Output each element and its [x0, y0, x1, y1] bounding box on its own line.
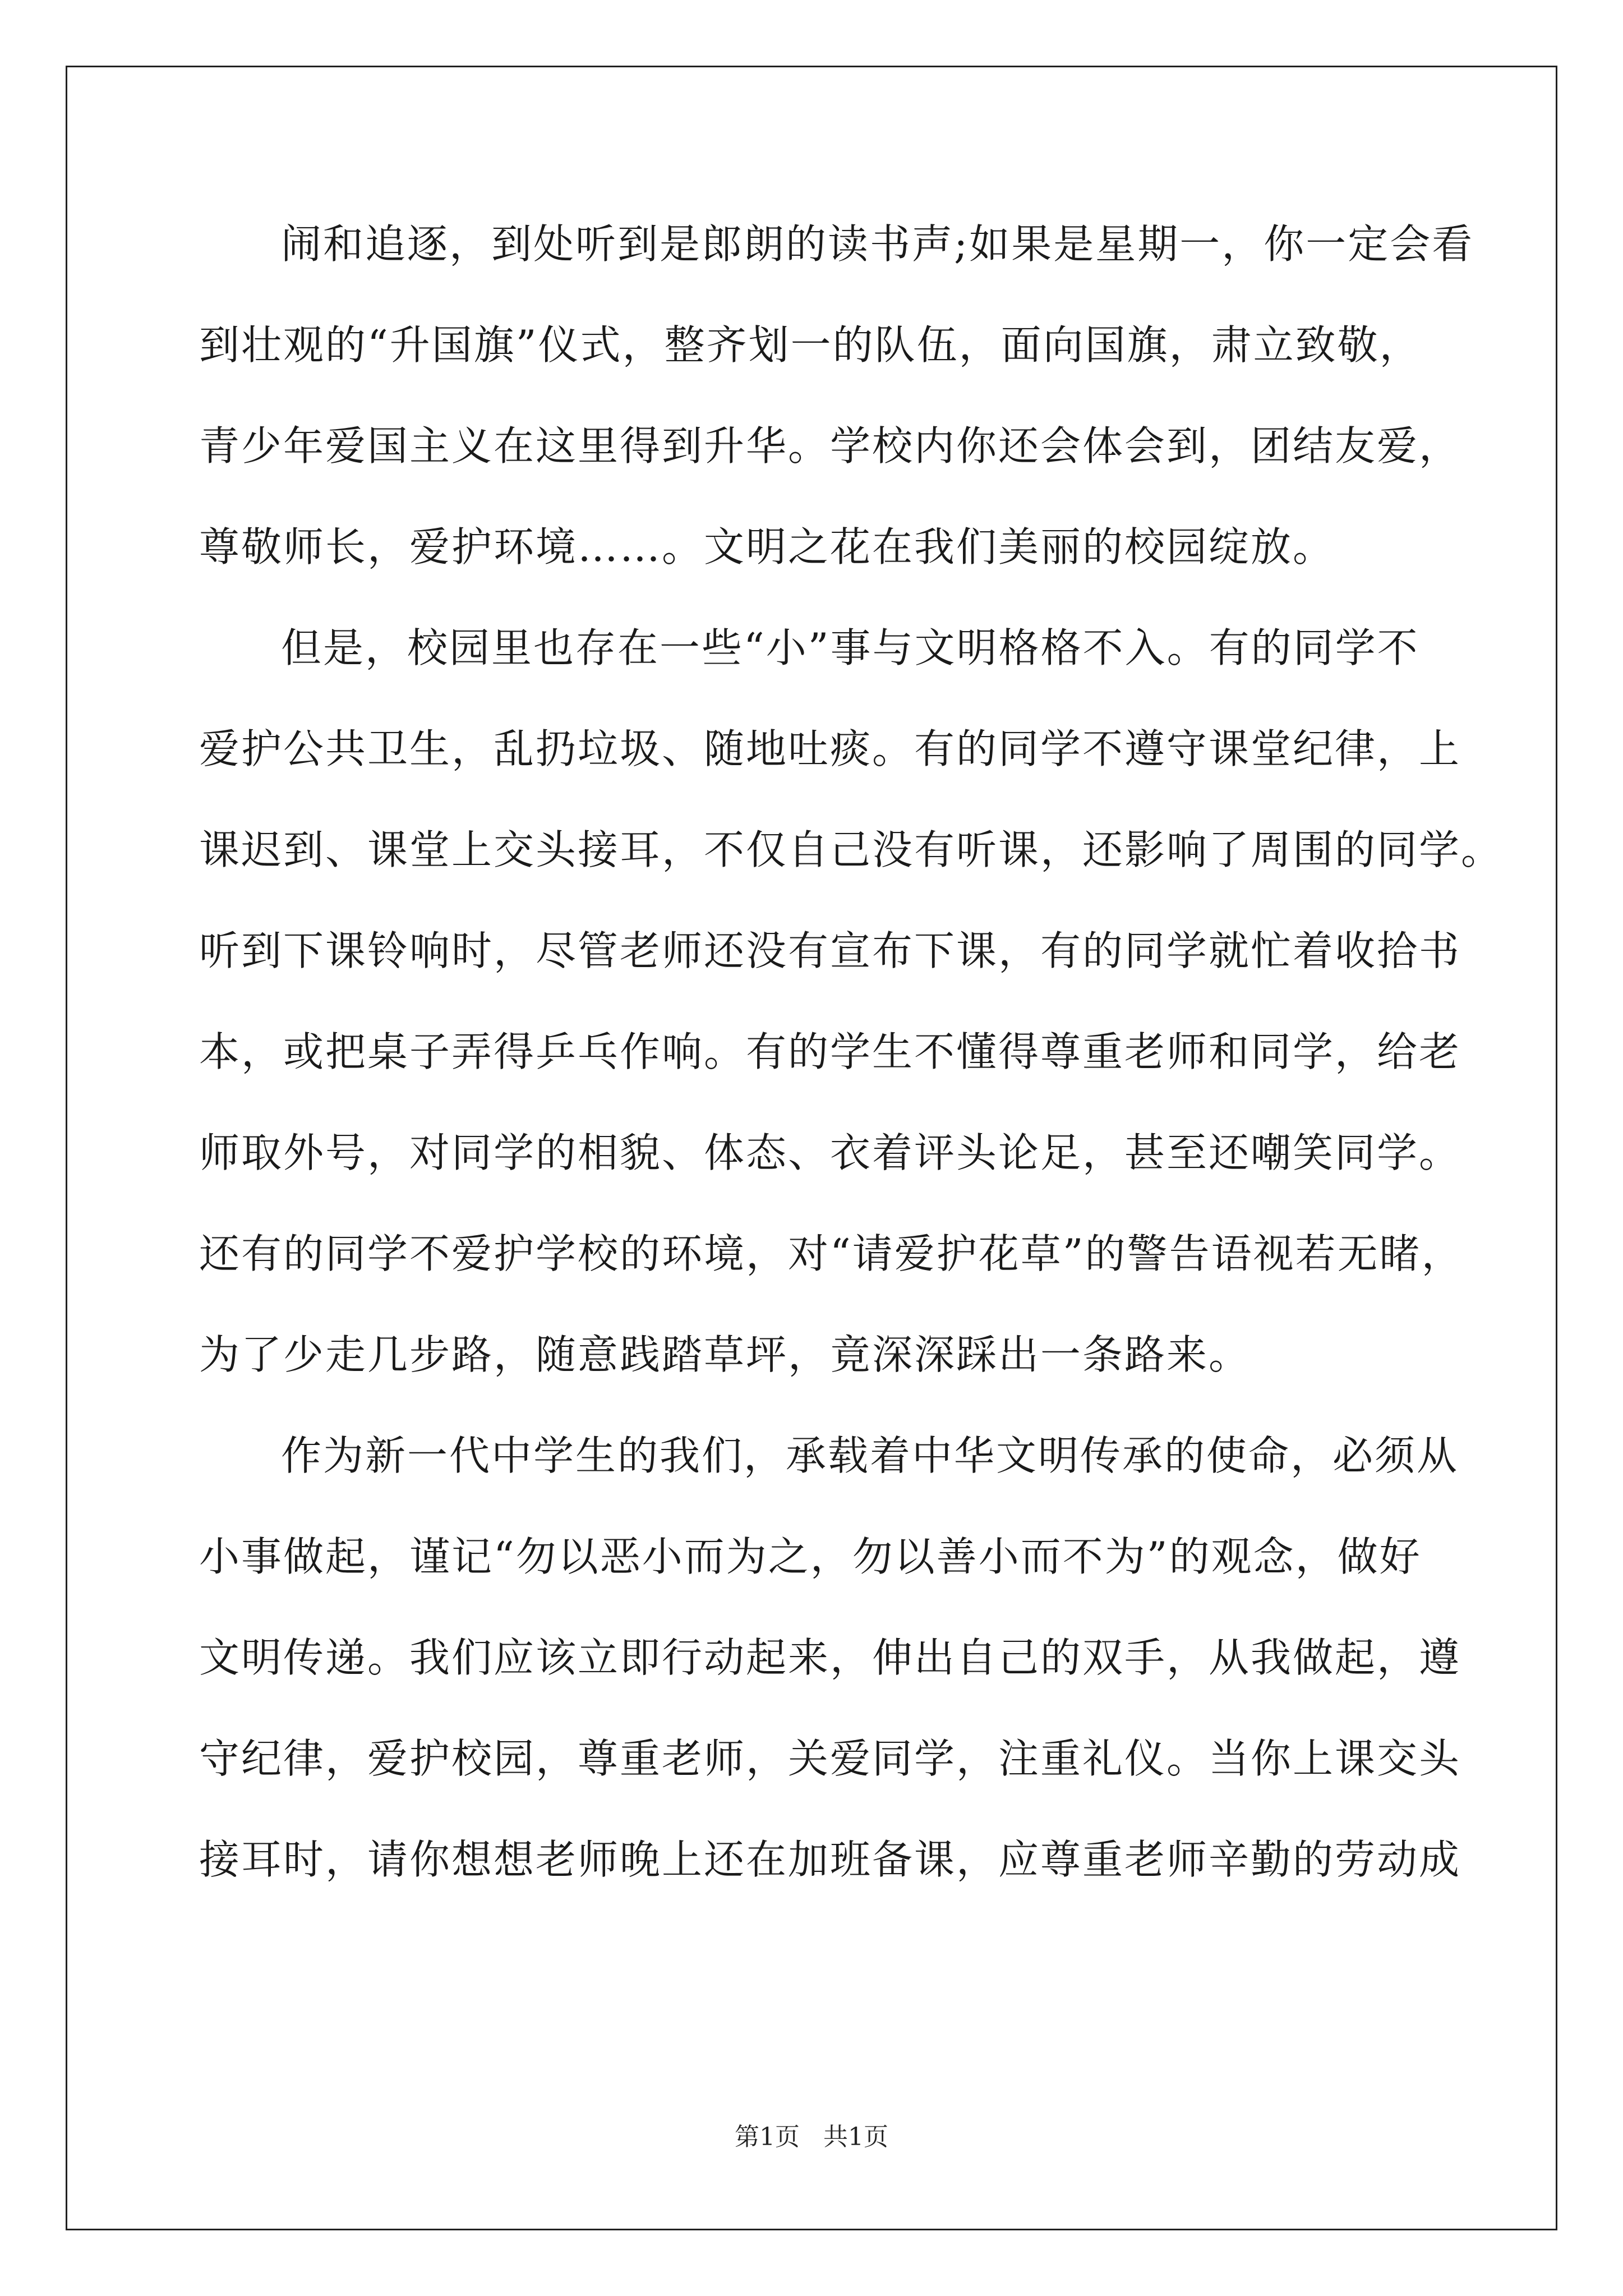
text-line: 守纪律，爱护校园，尊重老师，关爱同学，注重礼仪。当你上课交头	[199, 1735, 1461, 1782]
text-line: 为了少走几步路，随意践踏草坪，竟深深踩出一条路来。	[199, 1331, 1251, 1378]
text-line: 但是，校园里也存在一些“小”事与文明格格不入。有的同学不	[281, 624, 1419, 671]
text-line: 小事做起，谨记“勿以恶小而为之，勿以善小而不为”的观念，做好	[199, 1533, 1422, 1580]
page-total: 共1页	[823, 2123, 888, 2151]
text-line: 到壮观的“升国旗”仪式，整齐划一的队伍，面向国旗，肃立致敬，	[199, 321, 1422, 369]
page-number: 第1页	[735, 2123, 800, 2151]
text-line: 听到下课铃响时，尽管老师还没有宣布下课，有的同学就忙着收拾书	[199, 927, 1461, 974]
text-line: 接耳时，请你想想老师晚上还在加班备课，应尊重老师辛勤的劳动成	[199, 1836, 1461, 1883]
page-footer	[0, 2120, 1623, 2154]
text-line: 文明传递。我们应该立即行动起来，伸出自己的双手，从我做起，遵	[199, 1634, 1461, 1681]
text-line: 还有的同学不爱护学校的环境，对“请爱护花草”的警告语视若无睹，	[199, 1230, 1464, 1277]
text-line: 课迟到、课堂上交头接耳，不仅自己没有听课，还影响了周围的同学。	[199, 826, 1504, 873]
text-line: 师取外号，对同学的相貌、体态、衣着评头论足，甚至还嘲笑同学。	[199, 1129, 1461, 1176]
text-line: 爱护公共卫生，乱扔垃圾、随地吐痰。有的同学不遵守课堂纪律，上	[199, 725, 1461, 772]
text-line: 作为新一代中学生的我们，承载着中华文明传承的使命，必须从	[281, 1432, 1459, 1479]
document-body	[199, 210, 1504, 1927]
text-line: 闹和追逐，到处听到是郎朗的读书声;如果是星期一，你一定会看	[281, 220, 1474, 268]
text-line: 青少年爱国主义在这里得到升华。学校内你还会体会到，团结友爱，	[199, 422, 1461, 470]
text-line: 尊敬师长，爱护环境……。文明之花在我们美丽的校园绽放。	[199, 523, 1335, 570]
text-line: 本，或把桌子弄得乒乓作响。有的学生不懂得尊重老师和同学，给老	[199, 1028, 1461, 1075]
